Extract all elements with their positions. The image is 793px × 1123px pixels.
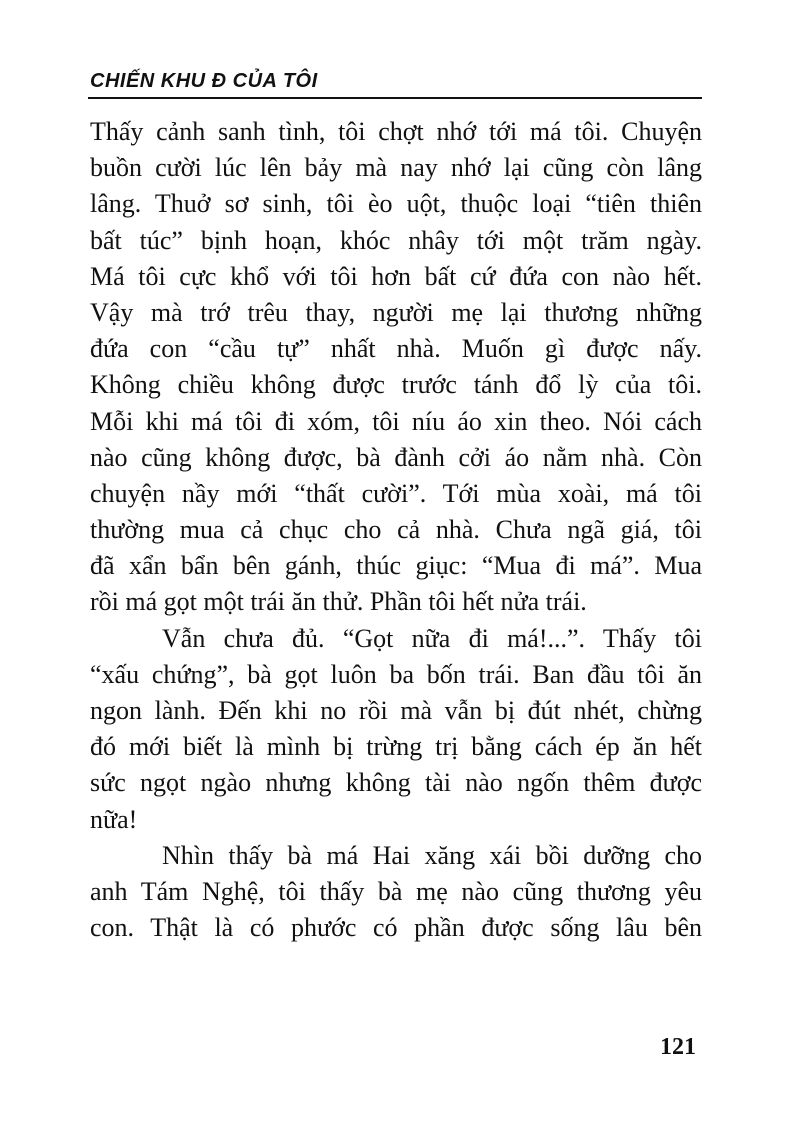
text-line: ngon lành. Đến khi no rồi mà vẫn bị đút nhét, chừng: [90, 696, 702, 725]
running-header: CHIẾN KHU Đ CỦA TÔI: [90, 70, 318, 92]
text-line: Nhìn thấy bà má Hai xăng xái bồi dưỡng cho: [162, 840, 702, 870]
text-line: Thấy cảnh sanh tình, tôi chợt nhớ tới má tôi. Chuyện: [90, 117, 702, 146]
text-line: đó mới biết là mình bị trừng trị bằng cách ép ăn hết: [90, 732, 702, 762]
text-line: “xấu chứng”, bà gọt luôn ba bốn trái. Ban đầu tôi ăn: [90, 659, 702, 689]
text-line: con. Thật là có phước có phần được sống lâu bên: [90, 913, 702, 943]
text-line: bất túc” bịnh hoạn, khóc nhây tới một trăm ngày.: [90, 225, 702, 255]
header-rule: [88, 97, 702, 99]
text-line: đã xẩn bẩn bên gánh, thúc giục: “Mua đi má”. Mua: [90, 551, 702, 581]
text-line: Vẫn chưa đủ. “Gọt nữa đi má!...”. Thấy tôi: [162, 623, 702, 653]
text-line: Mỗi khi má tôi đi xóm, tôi níu áo xin theo. Nói cách: [90, 406, 702, 436]
text-line: chuyện nầy mới “thất cười”. Tới mùa xoài, má tôi: [90, 478, 702, 508]
text-line: sức ngọt ngào nhưng không tài nào ngốn thêm được: [90, 768, 702, 798]
text-line: buồn cười lúc lên bảy mà nay nhớ lại cũng còn lâng: [90, 153, 702, 183]
text-line: nữa!: [90, 804, 138, 834]
text-line: thường mua cả chục cho cả nhà. Chưa ngã giá, tôi: [90, 515, 702, 545]
page-number: 121: [660, 1034, 696, 1060]
text-line: Vậy mà trớ trêu thay, người mẹ lại thương những: [90, 297, 702, 327]
text-line: rồi má gọt một trái ăn thử. Phần tôi hết nửa trái.: [90, 587, 587, 617]
text-line: Má tôi cực khổ với tôi hơn bất cứ đứa con nào hết.: [90, 261, 702, 291]
text-line: Không chiều không được trước tánh đổ lỳ của tôi.: [90, 370, 702, 400]
text-line: đứa con “cầu tự” nhất nhà. Muốn gì được nấy.: [90, 334, 702, 364]
text-line: nào cũng không được, bà đành cởi áo nằm nhà. Còn: [90, 442, 702, 472]
text-line: lâng. Thuở sơ sinh, tôi èo uột, thuộc loại “tiên thiên: [90, 189, 702, 219]
body-text: [90, 114, 702, 946]
text-line: anh Tám Nghệ, tôi thấy bà mẹ nào cũng thương yêu: [90, 876, 702, 906]
